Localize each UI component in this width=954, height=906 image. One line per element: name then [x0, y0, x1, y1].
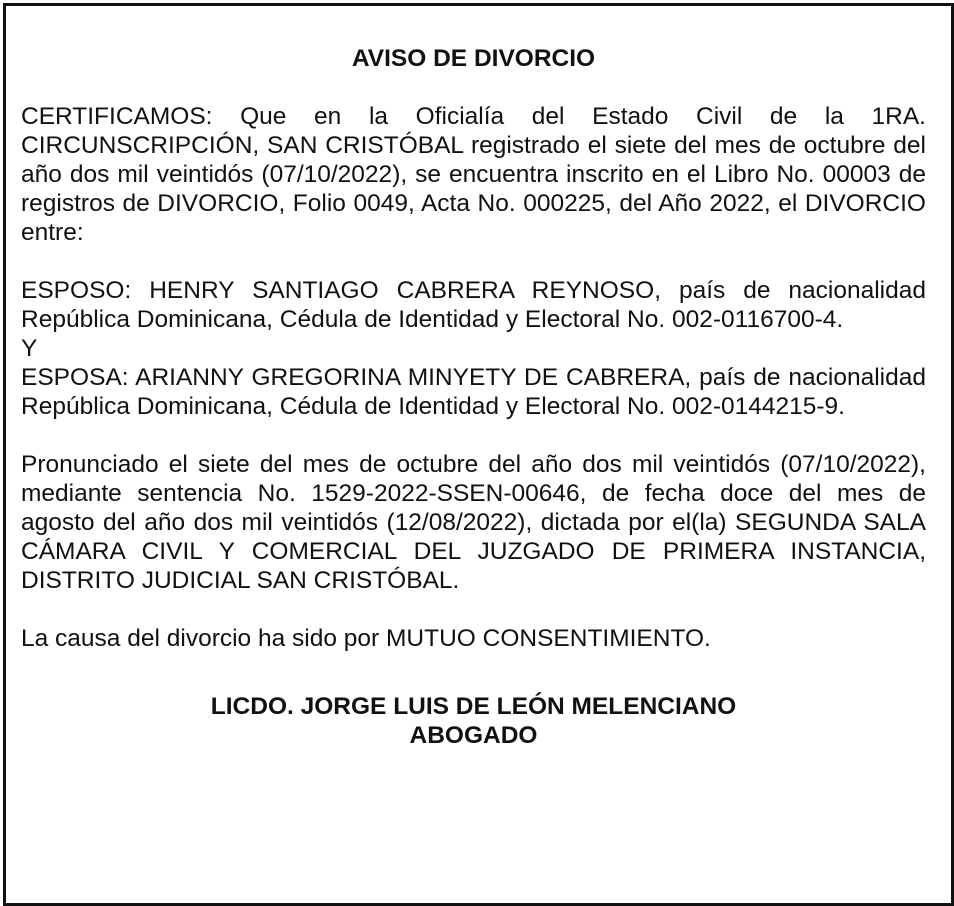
- wife-paragraph: ESPOSA: ARIANNY GREGORINA MINYETY DE CABRERA, país de nacionalidad República Dominicana, Cédula de Identidad y Electoral No. 002-0144215-9.: [21, 364, 926, 420]
- signer-title: ABOGADO: [409, 722, 538, 749]
- spacer: [21, 247, 926, 276]
- cause-paragraph: La causa del divorcio ha sido por MUTUO CONSENTIMIENTO.: [21, 625, 711, 652]
- certification-paragraph: CERTIFICAMOS: Que en la Oficialía del Estado Civil de la 1RA. CIRCUNSCRIPCIÓN, SAN CRISTÓBAL registrado el siete del mes de octubre del año dos mil veintidós (07/10/2022), se encuentra inscrito en el Libro No. 00003 de registros de DIVORCIO, Folio 0049, Acta No. 000225, del Año 2022, el DIVORCIO entre:: [21, 103, 926, 246]
- notice-body: [21, 44, 926, 750]
- notice-title: AVISO DE DIVORCIO: [351, 45, 596, 72]
- spacer: [21, 595, 926, 624]
- ruling-paragraph: Pronunciado el siete del mes de octubre del año dos mil veintidós (07/10/2022), mediante sentencia No. 1529-2022-SSEN-00646, de fecha doce del mes de agosto del año dos mil veintidós (12/08/2022), dictada por el(la) SEGUNDA SALA CÁMARA CIVIL Y COMERCIAL DEL JUZGADO DE PRIMERA INSTANCIA, DISTRITO JUDICIAL SAN CRISTÓBAL.: [21, 451, 926, 594]
- spacer: [21, 653, 926, 692]
- signer-name: LICDO. JORGE LUIS DE LEÓN MELENCIANO: [210, 693, 737, 720]
- conjunction: Y: [21, 335, 38, 362]
- husband-paragraph: ESPOSO: HENRY SANTIAGO CABRERA REYNOSO, país de nacionalidad República Dominicana, Cédula de Identidad y Electoral No. 002-0116700-4.: [21, 277, 926, 333]
- spacer: [21, 421, 926, 450]
